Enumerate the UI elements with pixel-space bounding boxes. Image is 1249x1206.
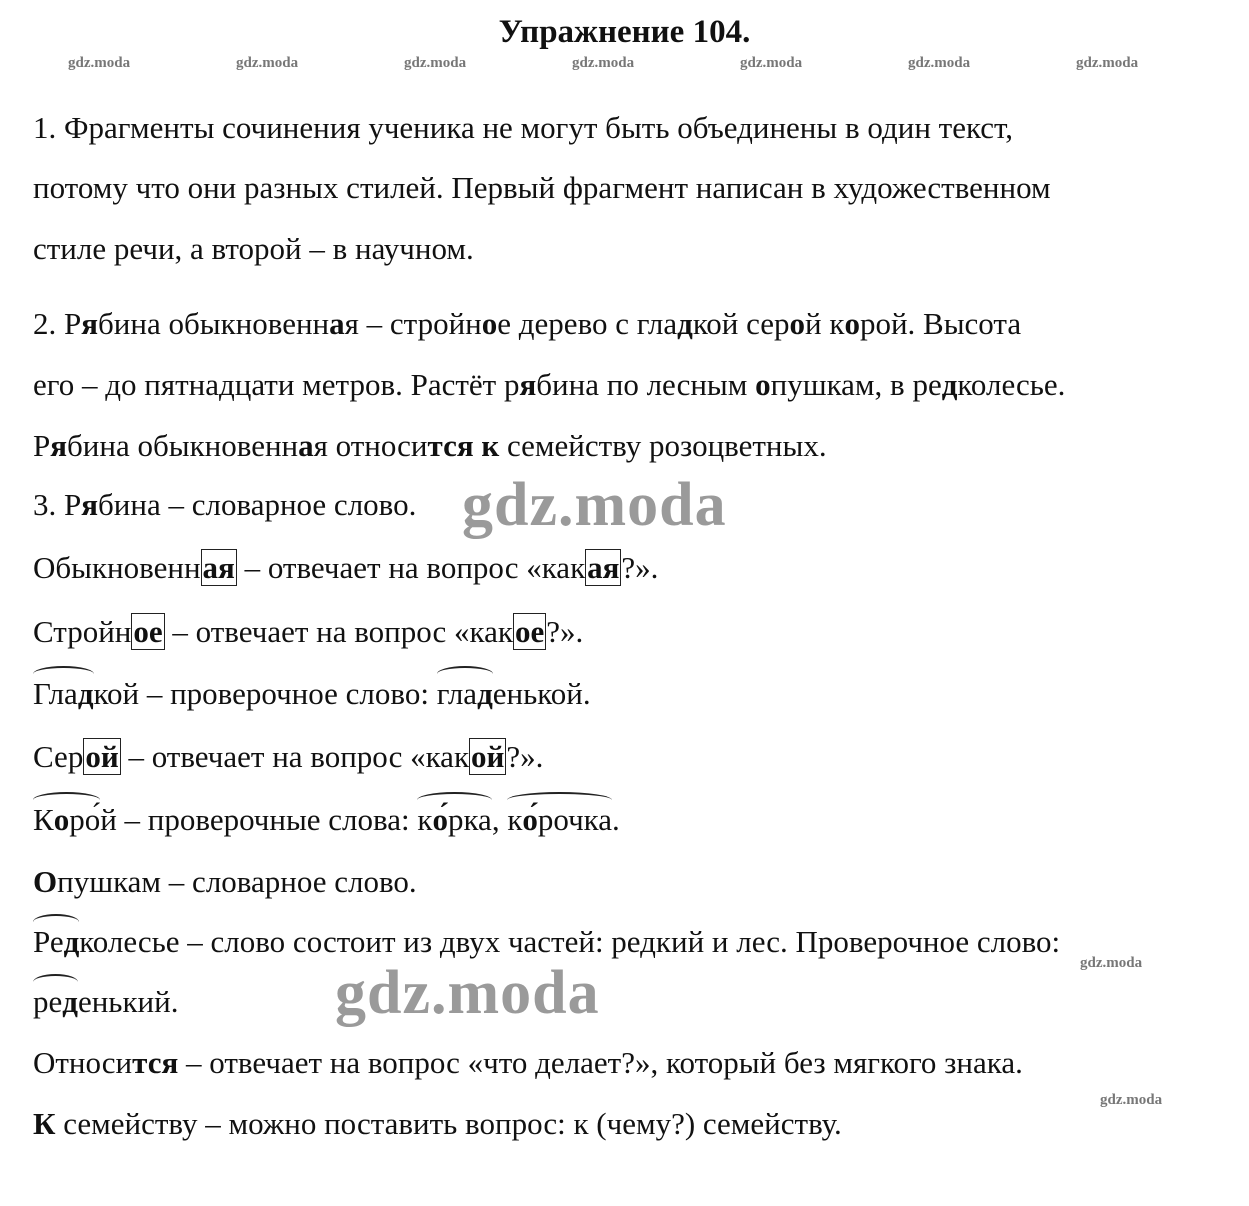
text: Относи	[33, 1045, 133, 1080]
boxed-ending: ая	[587, 550, 620, 585]
text: колесье.	[957, 367, 1066, 402]
text: – проверочные слова:	[116, 802, 418, 837]
text: пушкам, в ре	[770, 367, 942, 402]
root-arc	[33, 802, 100, 838]
text: кой	[93, 676, 140, 711]
p1-line-3: стиле речи, а второй – в научном.	[33, 231, 474, 266]
bold-letter: тся	[132, 1045, 179, 1080]
watermark-small: gdz.moda	[740, 55, 803, 71]
p3-line-9	[33, 984, 178, 1020]
p3-line-2	[33, 550, 658, 586]
p3-line-3	[33, 614, 583, 650]
watermark-small: gdz.moda	[1076, 55, 1139, 71]
root-arc	[437, 676, 493, 712]
p3-line-4	[33, 676, 591, 712]
text: бина по лесным	[536, 367, 756, 402]
text: я относи	[313, 428, 428, 463]
root-arc	[33, 924, 79, 960]
text: гла	[436, 676, 478, 711]
bold-letter: д	[63, 924, 80, 959]
text: 2. Р	[33, 306, 82, 341]
boxed-ending: ой	[471, 739, 505, 774]
watermark-big: gdz.moda	[335, 959, 600, 1027]
text: колесье	[79, 924, 180, 959]
boxed-ending: ое	[514, 614, 545, 649]
text: семейству – можно поставить вопрос: к (чему?) семейству.	[55, 1106, 842, 1141]
bold-letter: о	[789, 306, 806, 341]
bold-letter: К	[33, 1106, 56, 1141]
bold-letter: к	[481, 428, 500, 463]
text: Гла	[33, 676, 78, 711]
bold-letter: д	[77, 676, 94, 711]
text: пушкам – словарное слово.	[57, 864, 417, 899]
p3-line-6	[33, 802, 620, 838]
p3-line-7	[33, 864, 417, 900]
text: ?».	[506, 739, 544, 774]
text: .	[170, 984, 179, 1019]
bold-letter: о	[844, 306, 860, 341]
p2-line-2	[33, 367, 1065, 403]
text: – отвечает на вопрос «как	[164, 614, 513, 649]
p3-line-10	[33, 1045, 1023, 1081]
text: бина – словарное слово.	[98, 487, 417, 522]
text: рочка	[537, 802, 613, 837]
bold-letter: а	[329, 306, 345, 341]
watermark-small: gdz.moda	[908, 55, 971, 71]
text: рой. Высота	[859, 306, 1022, 341]
text: ?».	[546, 614, 584, 649]
bold-letter: д	[477, 676, 493, 711]
boxed-ending: ая	[202, 550, 235, 585]
watermark-small: gdz.moda	[404, 55, 467, 71]
root-arc	[417, 802, 491, 838]
p3-line-11	[33, 1106, 842, 1142]
watermark-small: gdz.moda	[572, 55, 635, 71]
text: .	[612, 802, 620, 837]
bold-letter: о	[481, 306, 498, 341]
bold-letter: а	[298, 428, 314, 463]
boxed-ending: ое	[133, 614, 163, 649]
text: й	[100, 802, 117, 837]
bold-letter: я	[50, 428, 68, 463]
bold-letter: тся	[427, 428, 474, 463]
text: ,	[491, 802, 508, 837]
text: й к	[805, 306, 845, 341]
text: К	[33, 802, 54, 837]
text: бина обыкновенн	[98, 306, 330, 341]
text: его – до пятнадцати метров. Растёт р	[33, 367, 520, 402]
text: семейству розоцветных.	[499, 428, 827, 463]
watermark-big: gdz.moda	[462, 471, 727, 539]
text: о́	[84, 802, 101, 837]
text: 3. Р	[33, 487, 82, 522]
p1-line-2: потому что они разных стилей. Первый фрагмент написан в художественном	[33, 170, 1051, 205]
text: е дерево с гла	[497, 306, 678, 341]
text: – отвечает на вопрос «что делает?», который без мягкого знака.	[178, 1045, 1023, 1080]
p3-line-1	[33, 487, 416, 523]
text: Сер	[33, 739, 84, 774]
text: енькой	[492, 676, 583, 711]
root-arc	[33, 984, 78, 1020]
p2-line-1	[33, 306, 1021, 342]
root-arc	[507, 802, 612, 838]
bold-letter: о	[755, 367, 771, 402]
text: Обыкновенн	[33, 550, 201, 585]
bold-letter: о	[53, 802, 70, 837]
watermark-small: gdz.moda	[236, 55, 299, 71]
p3-line-8	[33, 924, 1060, 960]
text: я – стройн	[344, 306, 482, 341]
text: енький	[77, 984, 171, 1019]
page-title: Упражнение 104.	[498, 14, 751, 50]
watermark-small: gdz.moda	[1080, 955, 1143, 971]
bold-letter: д	[941, 367, 958, 402]
text: – отвечает на вопрос «как	[236, 550, 586, 585]
watermark-small: gdz.moda	[1100, 1092, 1163, 1108]
bold-letter: о́	[432, 802, 448, 837]
text: ре	[33, 984, 63, 1019]
text: ?».	[621, 550, 659, 585]
p2-line-3	[33, 428, 827, 464]
text: – отвечает на вопрос «как	[120, 739, 469, 774]
bold-letter: я	[519, 367, 537, 402]
text: кой сер	[692, 306, 790, 341]
text: к	[417, 802, 433, 837]
bold-letter: д	[677, 306, 693, 341]
text: Стройн	[33, 614, 132, 649]
p3-line-5	[33, 739, 543, 775]
text: .	[582, 676, 591, 711]
text: бина обыкновенн	[67, 428, 299, 463]
watermark-small: gdz.moda	[68, 55, 131, 71]
bold-letter: О	[33, 864, 58, 899]
p1-line-1: 1. Фрагменты сочинения ученика не могут быть объединены в один текст,	[33, 110, 1013, 145]
text: – слово состоит из двух частей: редкий и лес. Проверочное слово:	[179, 924, 1061, 959]
text: Ре	[33, 924, 64, 959]
text: – проверочное слово:	[139, 676, 437, 711]
bold-letter: о́	[522, 802, 538, 837]
text: Р	[33, 428, 51, 463]
text: р	[69, 802, 85, 837]
watermark-row	[0, 55, 1249, 75]
bold-letter: я	[81, 487, 99, 522]
bold-letter: я	[81, 306, 99, 341]
text: рка	[447, 802, 492, 837]
root-arc	[33, 676, 94, 712]
text: к	[507, 802, 523, 837]
bold-letter: д	[62, 984, 78, 1019]
boxed-ending: ой	[85, 739, 119, 774]
